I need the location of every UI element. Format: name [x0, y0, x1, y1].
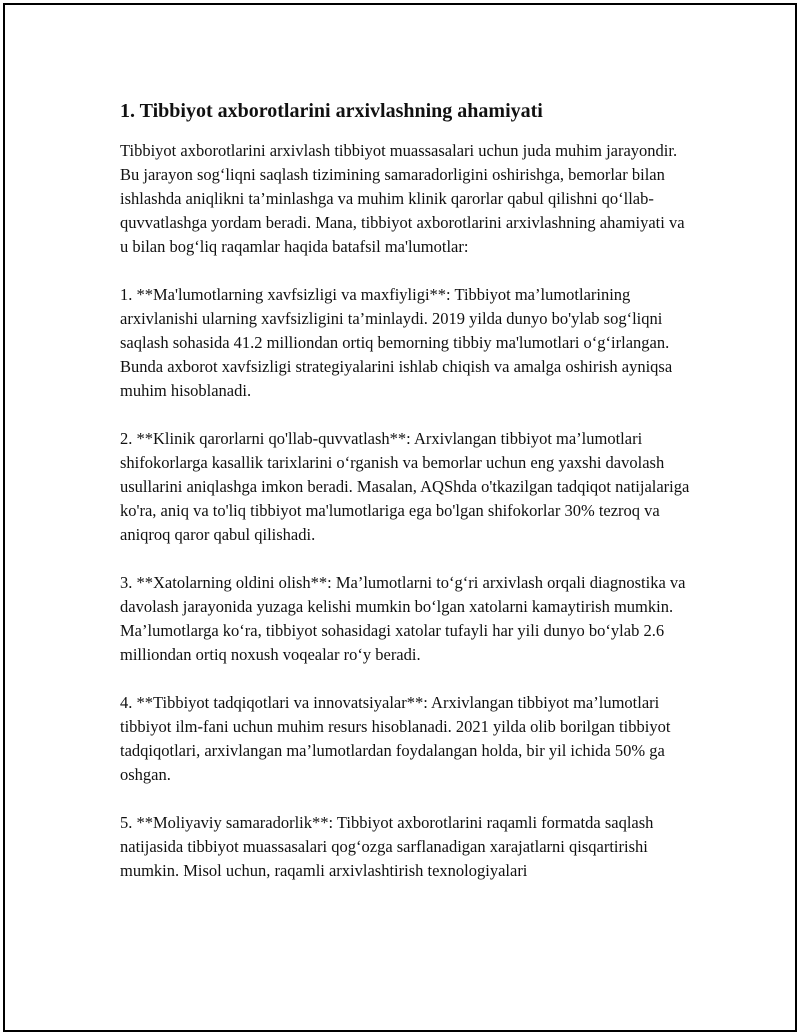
- document-title: 1. Tibbiyot axborotlarini arxivlashning ahamiyati: [120, 100, 543, 122]
- intro-paragraph: Tibbiyot axborotlarini arxivlash tibbiyot muassasalari uchun juda muhim jarayondir. Bu jarayon sog‘liqni saqlash tizimining samaradorligini oshirishga, bemorlar bilan ishlashda aniqlikni ta’minlashga va muhim klinik qarorlar qabul qilishni qo‘llab-quvvatlashga yordam beradi. Mana, tibbiyot axborotlarini arxivlashning ahamiyati va u bilan bog‘liq raqamlar haqida batafsil ma'lumotlar:: [120, 141, 685, 256]
- paragraph-clinical-decisions: 2. **Klinik qarorlarni qo'llab-quvvatlash**: Arxivlangan tibbiyot ma’lumotlari shifokorlarga kasallik tarixlarini o‘rganish va bemorlar uchun eng yaxshi davolash usullarini aniqlashga imkon beradi. Masalan, AQShda o'tkazilgan tadqiqot natijalariga ko'ra, aniq va to'liq tibbiyot ma'lumotlariga ega bo'lgan shifokorlar 30% tezroq va aniqroq qaror qabul qilishadi.: [120, 429, 690, 544]
- paragraph-financial-efficiency: 5. **Moliyaviy samaradorlik**: Tibbiyot axborotlarini raqamli formatda saqlash natijasida tibbiyot muassasalari qog‘ozga sarflanadigan xarajatlarni qisqartirishi mumkin. Misol uchun, raqamli arxivlashtirish texnologiyalari: [120, 813, 654, 880]
- paragraph-data-security: 1. **Ma'lumotlarning xavfsizligi va maxfiyligi**: Tibbiyot ma’lumotlarining arxivlanishi ularning xavfsizligini ta’minlaydi. 2019 yilda dunyo bo'ylab sog‘liqni saqlash sohasida 41.2 milliondan ortiq bemorning tibbiy ma'lumotlari o‘g‘irlangan. Bunda axborot xavfsizligi strategiyalarini ishlab chiqish va amalga oshirish ayniqsa muhim hisoblanadi.: [120, 285, 673, 400]
- paragraph-research-innovation: 4. **Tibbiyot tadqiqotlari va innovatsiyalar**: Arxivlangan tibbiyot ma’lumotlari tibbiyot ilm-fani uchun muhim resurs hisoblanadi. 2021 yilda olib borilgan tibbiyot tadqiqotlari, arxivlangan ma’lumotlardan foydalangan holda, bir yil ichida 50% ga oshgan.: [120, 693, 671, 784]
- paragraph-error-prevention: 3. **Xatolarning oldini olish**: Ma’lumotlarni to‘g‘ri arxivlash orqali diagnostika va davolash jarayonida yuzaga kelishi mumkin bo‘lgan xatolarni kamaytirish mumkin. Ma’lumotlarga ko‘ra, tibbiyot sohasidagi xatolar tufayli har yili dunyo bo‘ylab 2.6 milliondan ortiq noxush voqealar ro‘y beradi.: [120, 573, 686, 664]
- page-frame: [3, 3, 797, 1032]
- document-body: [120, 97, 690, 883]
